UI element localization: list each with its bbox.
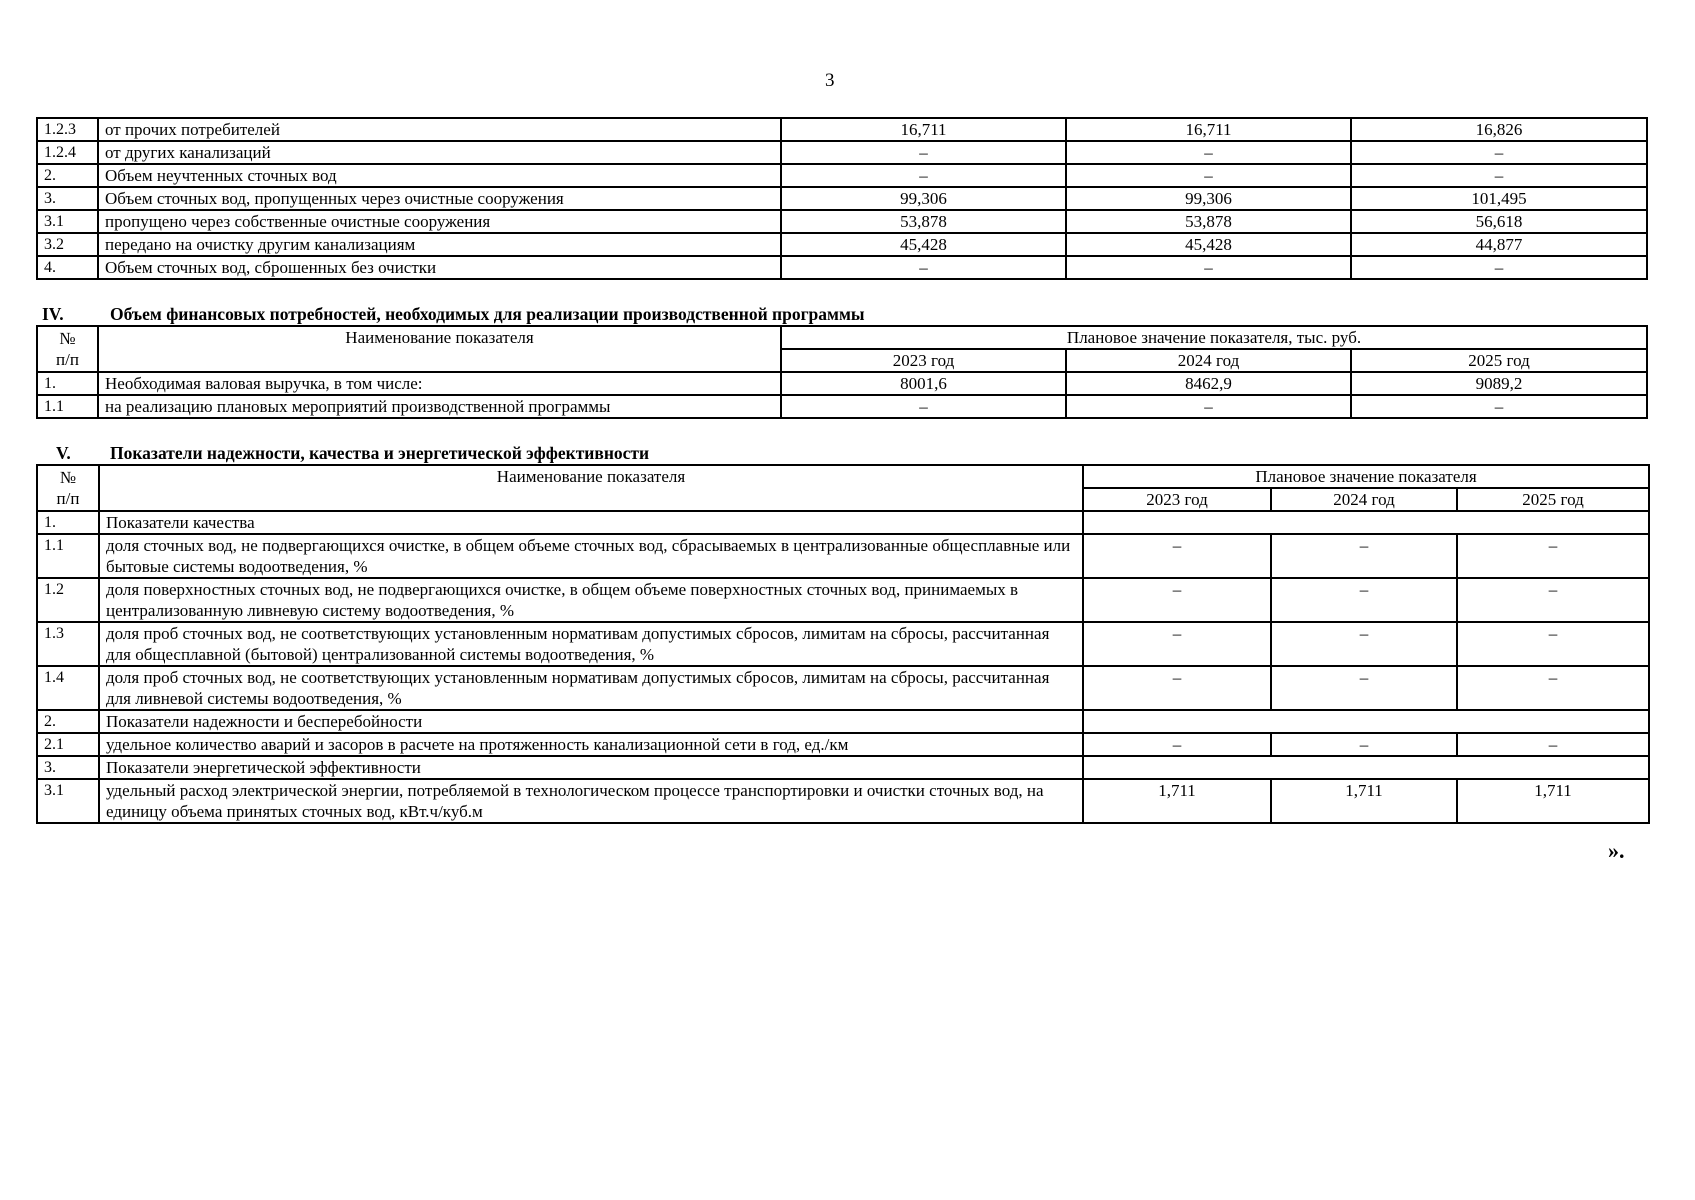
value-2023-cell: – <box>1083 622 1271 666</box>
row-number-cell: 3.2 <box>37 233 98 256</box>
value-2023-cell: 8001,6 <box>781 372 1066 395</box>
table-row <box>37 511 1649 534</box>
indicator-name-cell: передано на очистку другим канализациям <box>98 233 781 256</box>
value-2025-cell: – <box>1351 256 1647 279</box>
table-row <box>37 666 1649 710</box>
value-2024-cell: 45,428 <box>1066 233 1351 256</box>
value-2023-cell: – <box>781 164 1066 187</box>
indicator-name-cell: доля поверхностных сточных вод, не подвергающихся очистке, в общем объеме поверхностных сточных вод, принимаемых в централизованную ливневую систему водоотведения, % <box>99 578 1083 622</box>
value-2024-cell: 53,878 <box>1066 210 1351 233</box>
table-row <box>37 141 1647 164</box>
row-number-cell: 1.2.3 <box>37 118 98 141</box>
table-row <box>37 710 1649 733</box>
section-title: Показатели надежности, качества и энергетической эффективности <box>110 443 650 463</box>
value-2025-cell: – <box>1457 666 1649 710</box>
section-number: IV. <box>42 304 64 324</box>
empty-values-cell <box>1083 511 1649 534</box>
indicators-table <box>36 464 1650 824</box>
year-2025-header: 2025 год <box>1457 488 1649 511</box>
value-2023-cell: – <box>1083 733 1271 756</box>
year-2024-header: 2024 год <box>1066 349 1351 372</box>
row-number-cell: 1. <box>37 511 99 534</box>
value-2025-cell: – <box>1457 534 1649 578</box>
value-2025-cell: – <box>1457 578 1649 622</box>
name-header: Наименование показателя <box>98 326 781 372</box>
year-2023-header: 2023 год <box>1083 488 1271 511</box>
value-2023-cell: 53,878 <box>781 210 1066 233</box>
table-row <box>37 779 1649 823</box>
indicator-name-cell: доля сточных вод, не подвергающихся очистке, в общем объеме сточных вод, сбрасываемых в централизованные общесплавные или бытовые системы водоотведения, % <box>99 534 1083 578</box>
year-2023-header: 2023 год <box>781 349 1066 372</box>
table-row <box>37 118 1647 141</box>
value-2024-cell: – <box>1066 164 1351 187</box>
section-title: Объем финансовых потребностей, необходимых для реализации производственной программы <box>110 304 865 324</box>
table-row <box>37 578 1649 622</box>
table-row <box>37 210 1647 233</box>
value-2024-cell: – <box>1271 733 1457 756</box>
indicator-name-cell: пропущено через собственные очистные сооружения <box>98 210 781 233</box>
empty-values-cell <box>1083 710 1649 733</box>
year-2025-header: 2025 год <box>1351 349 1647 372</box>
value-2025-cell: 16,826 <box>1351 118 1647 141</box>
value-2024-cell: – <box>1271 534 1457 578</box>
table-row <box>37 395 1647 418</box>
value-2024-cell: – <box>1271 578 1457 622</box>
table-row <box>37 187 1647 210</box>
row-number-cell: 1.1 <box>37 534 99 578</box>
row-number-cell: 1.3 <box>37 622 99 666</box>
plan-header: Плановое значение показателя <box>1083 465 1649 488</box>
table-header-row <box>37 326 1647 349</box>
value-2025-cell: – <box>1351 141 1647 164</box>
table-header-row <box>37 465 1649 488</box>
value-2024-cell: 8462,9 <box>1066 372 1351 395</box>
row-number-cell: 3. <box>37 187 98 210</box>
indicator-name-cell: Необходимая валовая выручка, в том числе: <box>98 372 781 395</box>
value-2023-cell: – <box>781 141 1066 164</box>
row-number-cell: 1.1 <box>37 395 98 418</box>
table-row <box>37 622 1649 666</box>
financial-table <box>36 325 1648 419</box>
value-2023-cell: 45,428 <box>781 233 1066 256</box>
value-2024-cell: – <box>1066 395 1351 418</box>
value-2023-cell: – <box>1083 578 1271 622</box>
value-2025-cell: – <box>1457 733 1649 756</box>
indicator-name-cell: от других канализаций <box>98 141 781 164</box>
value-2023-cell: 16,711 <box>781 118 1066 141</box>
table-row <box>37 233 1647 256</box>
value-2023-cell: – <box>781 395 1066 418</box>
table-row <box>37 756 1649 779</box>
row-number-cell: 3.1 <box>37 210 98 233</box>
value-2025-cell: – <box>1457 622 1649 666</box>
row-number-cell: 4. <box>37 256 98 279</box>
value-2025-cell: 1,711 <box>1457 779 1649 823</box>
indicator-name-cell: Показатели энергетической эффективности <box>99 756 1083 779</box>
table-row <box>37 534 1649 578</box>
row-number-cell: 2. <box>37 710 99 733</box>
value-2024-cell: – <box>1271 622 1457 666</box>
value-2023-cell: – <box>1083 534 1271 578</box>
indicator-name-cell: от прочих потребителей <box>98 118 781 141</box>
num-header: № п/п <box>37 465 99 511</box>
plan-header: Плановое значение показателя, тыс. руб. <box>781 326 1647 349</box>
volumes-table <box>36 117 1648 280</box>
num-header: № п/п <box>37 326 98 372</box>
indicator-name-cell: на реализацию плановых мероприятий производственной программы <box>98 395 781 418</box>
row-number-cell: 2. <box>37 164 98 187</box>
row-number-cell: 3. <box>37 756 99 779</box>
page-number: 3 <box>825 70 835 91</box>
value-2025-cell: 9089,2 <box>1351 372 1647 395</box>
table-row <box>37 372 1647 395</box>
row-number-cell: 1.2 <box>37 578 99 622</box>
indicator-name-cell: доля проб сточных вод, не соответствующих установленным нормативам допустимых сбросов, лимитам на сбросы, рассчитанная для ливневой системы водоотведения, % <box>99 666 1083 710</box>
indicator-name-cell: доля проб сточных вод, не соответствующих установленным нормативам допустимых сбросов, лимитам на сбросы, рассчитанная для общесплавной (бытовой) централизованной системы водоотведения, % <box>99 622 1083 666</box>
closing-quote-mark: ». <box>1608 838 1625 863</box>
row-number-cell: 1.2.4 <box>37 141 98 164</box>
year-2024-header: 2024 год <box>1271 488 1457 511</box>
value-2024-cell: 16,711 <box>1066 118 1351 141</box>
row-number-cell: 3.1 <box>37 779 99 823</box>
value-2023-cell: – <box>781 256 1066 279</box>
value-2025-cell: 44,877 <box>1351 233 1647 256</box>
value-2025-cell: 56,618 <box>1351 210 1647 233</box>
table-row <box>37 733 1649 756</box>
section-number: V. <box>56 443 71 463</box>
value-2024-cell: 1,711 <box>1271 779 1457 823</box>
value-2024-cell: – <box>1066 141 1351 164</box>
row-number-cell: 1. <box>37 372 98 395</box>
table-row <box>37 164 1647 187</box>
value-2025-cell: – <box>1351 395 1647 418</box>
value-2024-cell: 99,306 <box>1066 187 1351 210</box>
value-2023-cell: 1,711 <box>1083 779 1271 823</box>
row-number-cell: 2.1 <box>37 733 99 756</box>
indicator-name-cell: Объем сточных вод, пропущенных через очистные сооружения <box>98 187 781 210</box>
value-2025-cell: 101,495 <box>1351 187 1647 210</box>
value-2024-cell: – <box>1066 256 1351 279</box>
row-number-cell: 1.4 <box>37 666 99 710</box>
indicator-name-cell: Объем сточных вод, сброшенных без очистки <box>98 256 781 279</box>
indicator-name-cell: удельный расход электрической энергии, потребляемой в технологическом процессе транспортировки и очистки сточных вод, на единицу объема принятых сточных вод, кВт.ч/куб.м <box>99 779 1083 823</box>
indicator-name-cell: Показатели качества <box>99 511 1083 534</box>
indicator-name-cell: удельное количество аварий и засоров в расчете на протяженность канализационной сети в год, ед./км <box>99 733 1083 756</box>
empty-values-cell <box>1083 756 1649 779</box>
value-2025-cell: – <box>1351 164 1647 187</box>
indicator-name-cell: Показатели надежности и бесперебойности <box>99 710 1083 733</box>
table-row <box>37 256 1647 279</box>
value-2023-cell: – <box>1083 666 1271 710</box>
value-2024-cell: – <box>1271 666 1457 710</box>
indicator-name-cell: Объем неучтенных сточных вод <box>98 164 781 187</box>
value-2023-cell: 99,306 <box>781 187 1066 210</box>
name-header: Наименование показателя <box>99 465 1083 511</box>
